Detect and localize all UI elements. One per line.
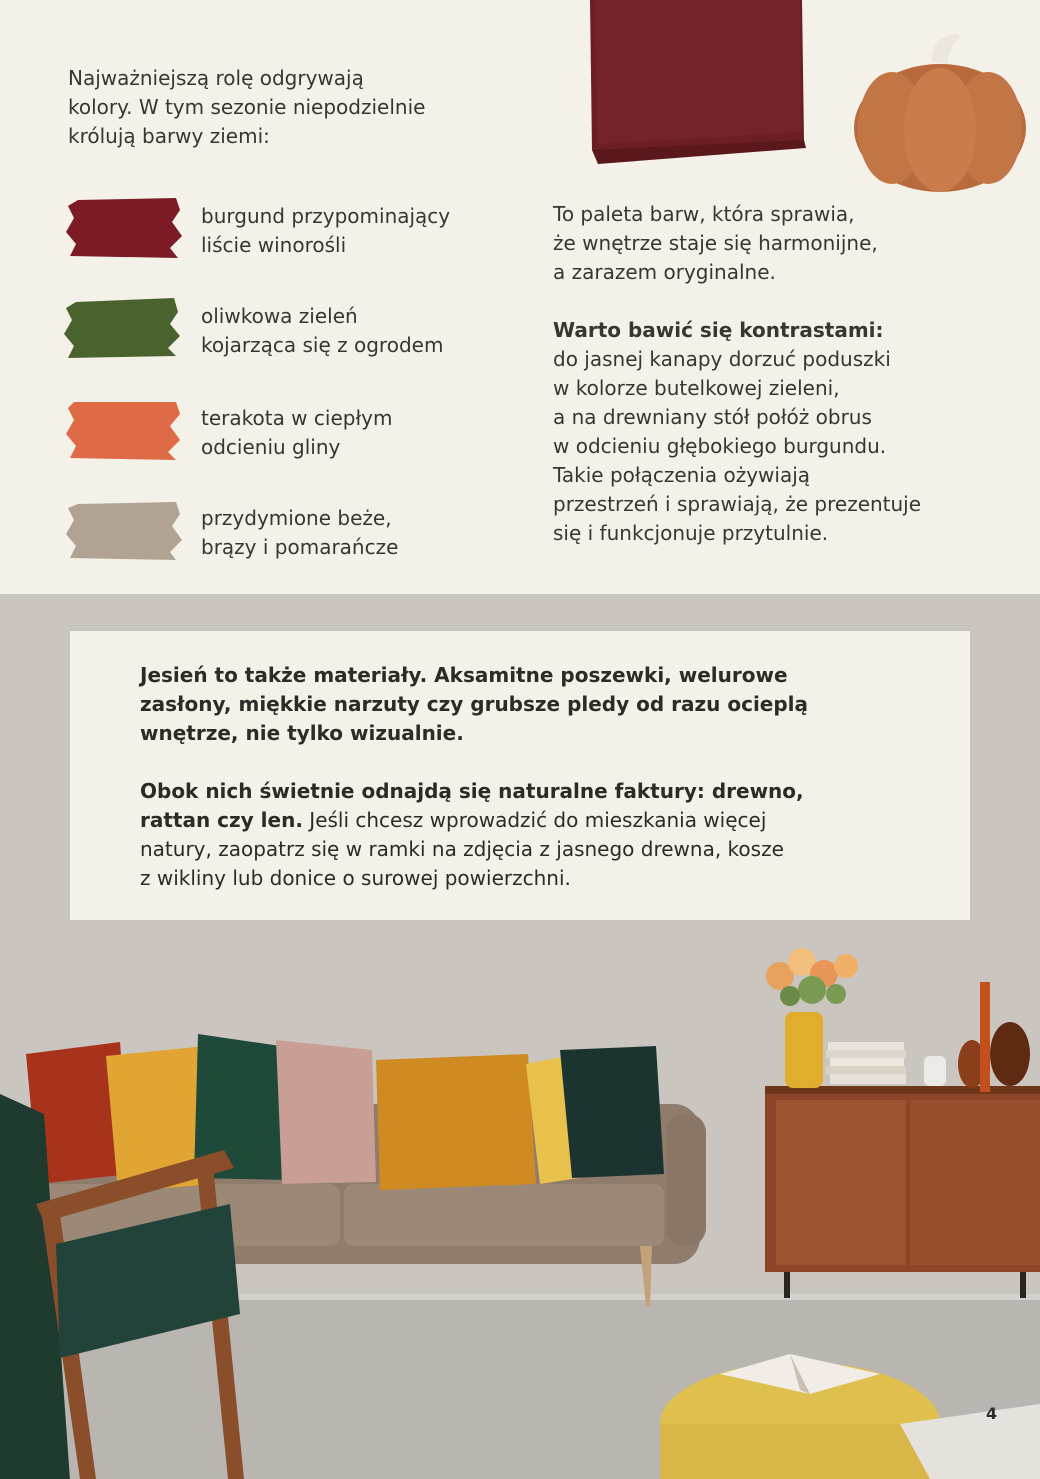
- swatch-label: [201, 202, 521, 260]
- swatch-line: liście winorośli: [201, 233, 347, 257]
- text-fragment: Jeśli chcesz wprowadzić do mieszkania więcej: [302, 808, 767, 832]
- swatch-line: kojarząca się z ogrodem: [201, 333, 444, 357]
- intro-line: kolory. W tym sezonie niepodzielnie: [68, 95, 426, 119]
- text-line: do jasnej kanapy dorzuć poduszki: [553, 347, 891, 371]
- text-line: a na drewniany stół połóż obrus: [553, 405, 872, 429]
- intro-line: królują barwy ziemi:: [68, 124, 270, 148]
- paint-stroke-icon: [64, 498, 182, 562]
- swatch-line: przydymione beże,: [201, 506, 392, 530]
- text-line: się i funkcjonuje przytulnie.: [553, 521, 829, 545]
- top-section: [0, 0, 1040, 594]
- intro-text: [68, 64, 488, 151]
- pumpkin-image: [850, 20, 1030, 195]
- text-line: w odcieniu głębokiego burgundu.: [553, 434, 887, 458]
- text-line: a zarazem oryginalne.: [553, 260, 776, 284]
- swatch-line: burgund przypominający: [201, 204, 451, 228]
- swatch-label: [201, 404, 521, 462]
- text-line-bold: Obok nich świetnie odnajdą się naturalne faktury: drewno,: [140, 779, 804, 803]
- swatch-burgundy: [64, 196, 504, 260]
- swatch-line: brązy i pomarańcze: [201, 535, 399, 559]
- text-line: przestrzeń i sprawiają, że prezentuje: [553, 492, 922, 516]
- text-line-bold: wnętrze, nie tylko wizualnie.: [140, 721, 464, 745]
- text-heading-bold: Warto bawić się kontrastami:: [553, 318, 884, 342]
- swatch-line: terakota w ciepłym: [201, 406, 393, 430]
- text-line: że wnętrze staje się harmonijne,: [553, 231, 878, 255]
- paint-stroke-icon: [64, 296, 182, 360]
- text-line: Takie połączenia ożywiają: [553, 463, 811, 487]
- text-line: z wikliny lub donice o surowej powierzchni.: [140, 866, 571, 890]
- text-line: To paleta barw, która sprawia,: [553, 202, 855, 226]
- swatch-fill: [66, 198, 182, 258]
- swatch-terracotta: [64, 398, 504, 462]
- swatch-label: [201, 504, 521, 562]
- text-bold-fragment: rattan czy len.: [140, 808, 303, 832]
- swatch-olive: [64, 296, 504, 360]
- paint-stroke-icon: [64, 398, 182, 462]
- swatch-beige: [64, 498, 504, 562]
- text-line-mixed: [140, 806, 970, 835]
- text-line: natury, zaopatrz się w ramki na zdjęcia z jasnego drewna, kosze: [140, 837, 784, 861]
- swatch-line: oliwkowa zieleń: [201, 304, 358, 328]
- burgundy-fabric-image: [580, 0, 810, 164]
- swatch-line: odcieniu gliny: [201, 435, 341, 459]
- right-column-text: [553, 200, 993, 548]
- paint-stroke-icon: [64, 196, 182, 260]
- text-line: w kolorze butelkowej zieleni,: [553, 376, 840, 400]
- swatch-label: [201, 302, 521, 360]
- page-number: 4: [986, 1404, 998, 1423]
- text-line-bold: zasłony, miękkie narzuty czy grubsze pledy od razu ocieplą: [140, 692, 809, 716]
- intro-line: Najważniejszą rolę odgrywają: [68, 66, 364, 90]
- materials-text-box: [70, 631, 970, 920]
- text-line-bold: Jesień to także materiały. Aksamitne poszewki, welurowe: [140, 663, 788, 687]
